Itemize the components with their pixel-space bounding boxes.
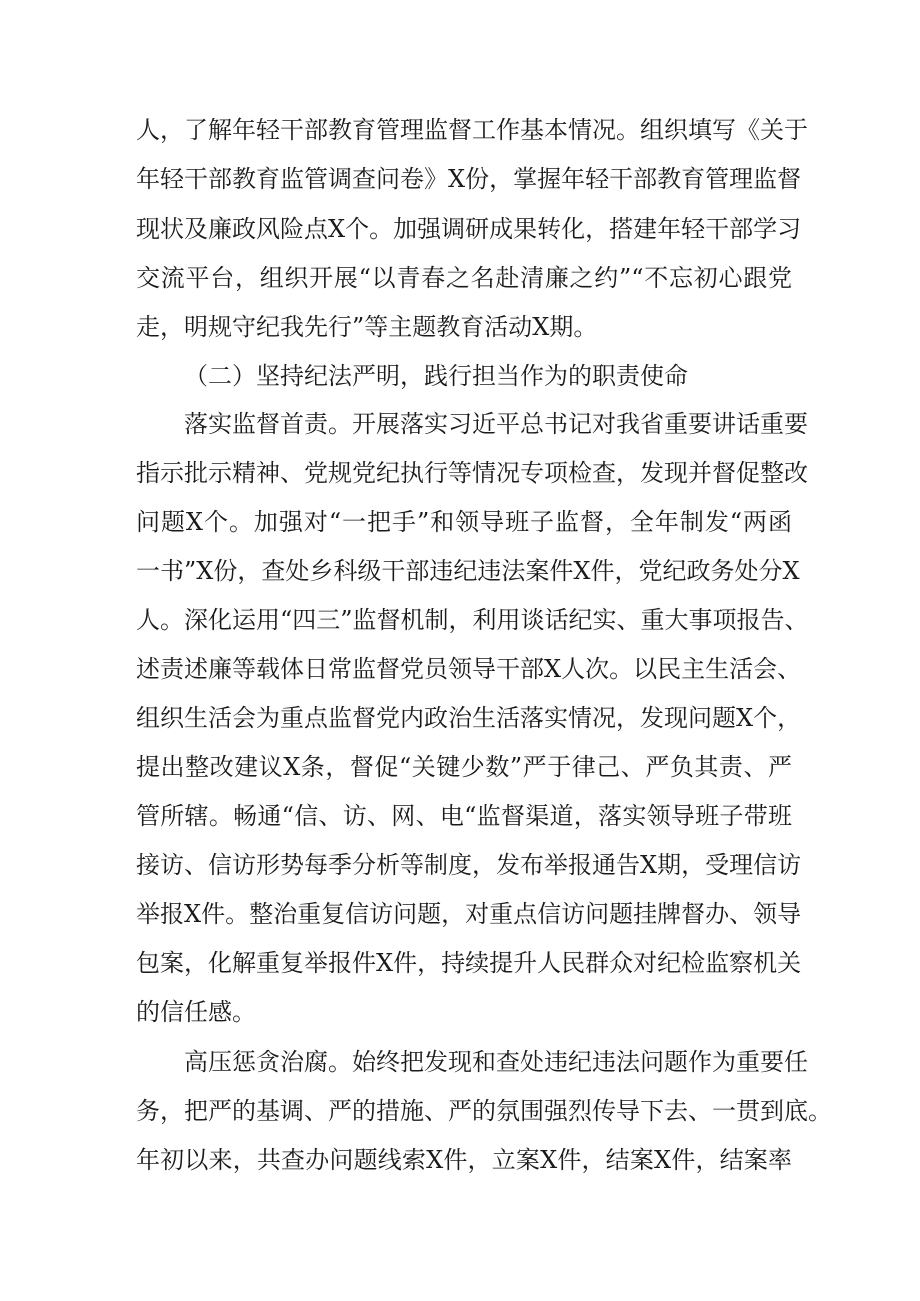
- body-line: 落实监督首责。开展落实习近平总书记对我省重要讲话重要: [184, 410, 808, 438]
- body-line: 管所辖。畅通“信、访、网、电“监督渠道，落实领导班子带班: [136, 802, 792, 830]
- body-line: 年轻干部教育监管调查问卷》X份，掌握年轻干部教育管理监督: [136, 165, 802, 193]
- body-line: 年初以来，共查办问题线索X件，立案X件，结案X件，结案率: [136, 1146, 792, 1174]
- body-line: 人。深化运用“四三”监督机制，利用谈话纪实、重大事项报告、: [136, 606, 809, 634]
- body-line: 务，把严的基调、严的措施、严的氛围强烈传导下去、一贯到底。: [136, 1097, 832, 1125]
- body-line: 举报X件。整治重复信访问题，对重点信访问题挂牌督办、领导: [136, 900, 802, 928]
- body-line: 现状及廉政风险点X个。加强调研成果转化，搭建年轻干部学习: [136, 215, 802, 243]
- body-line: 述责述廉等载体日常监督党员领导干部X人次。以民主生活会、: [136, 655, 802, 683]
- body-line: 指示批示精神、党规党纪执行等情况专项检查，发现并督促整改: [136, 459, 808, 487]
- body-line: 交流平台，组织开展“以青春之名赴清廉之约”“不忘初心跟党: [136, 264, 792, 292]
- body-line: 走，明规守纪我先行”等主题教育活动X期。: [136, 313, 598, 341]
- body-line: 包案，化解重复举报件X件，持续提升人民群众对纪检监察机关: [136, 949, 802, 977]
- body-line: 高压惩贪治腐。始终把发现和查处违纪违法问题作为重要任: [184, 1048, 808, 1076]
- body-line: 的信任感。: [136, 998, 256, 1026]
- section-heading: （二）坚持纪法严明，践行担当作为的职责使命: [184, 362, 688, 390]
- body-line: 人，了解年轻干部教育管理监督工作基本情况。组织填写《关于: [136, 116, 808, 144]
- body-line: 一书”X份，查处乡科级干部违纪违法案件X件，党纪政务处分X: [136, 557, 800, 585]
- body-line: 提出整改建议X条，督促“关键少数”严于律己、严负其责、严: [136, 753, 792, 781]
- body-line: 接访、信访形势每季分析等制度，发布举报通告X期，受理信访: [136, 851, 802, 879]
- body-line: 组织生活会为重点监督党内政治生活落实情况，发现问题X个，: [136, 704, 802, 732]
- body-line: 问题X个。加强对“一把手”和领导班子监督，全年制发“两函: [136, 508, 792, 536]
